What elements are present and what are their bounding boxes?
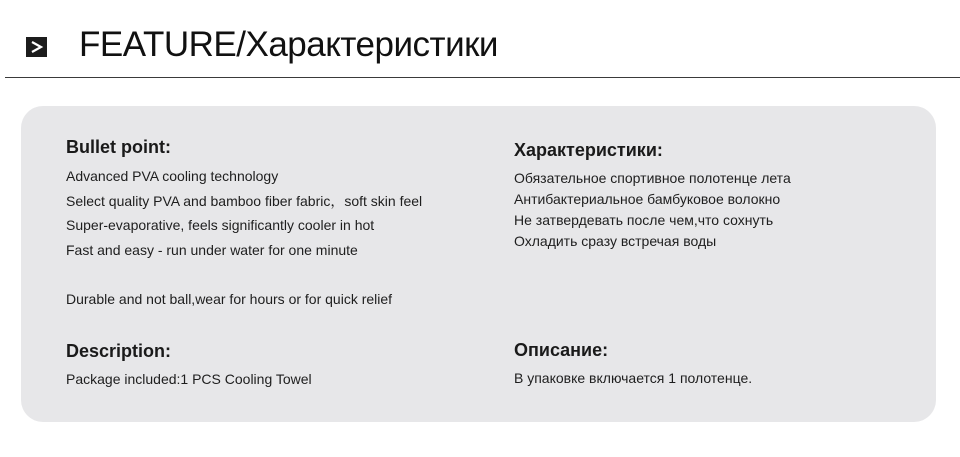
bullet-item: Advanced PVA cooling technology [66,168,279,184]
feature-item-ru: Не затвердевать после чем,что сохнуть [514,212,774,228]
header-divider [5,77,960,78]
description-heading-ru: Описание: [514,340,609,360]
bullet-point-heading: Bullet point: [66,137,171,157]
page-header [0,0,960,79]
feature-item-ru: Обязательное спортивное полотенце лета [514,170,791,186]
features-heading-ru: Характеристики: [514,140,663,160]
bullet-item: Fast and easy - run under water for one minute [66,242,358,258]
bullet-item: Super-evaporative, feels significantly cooler in hot [66,217,375,233]
feature-item-ru: Антибактериальное бамбуковое волокно [514,191,781,207]
page-title: FEATURE/Характеристики [79,25,498,64]
description-heading: Description: [66,341,172,361]
bullet-item: Select quality PVA and bamboo fiber fabric，soft skin feel [66,193,423,209]
bullet-item: Durable and not ball,wear for hours or for quick relief [66,291,393,307]
description-text-ru: В упаковке включается 1 полотенце. [514,370,753,386]
feature-item-ru: Охладить сразу встречая воды [514,233,717,249]
description-text: Package included:1 PCS Cooling Towel [66,371,312,387]
play-arrow-icon [26,37,47,57]
